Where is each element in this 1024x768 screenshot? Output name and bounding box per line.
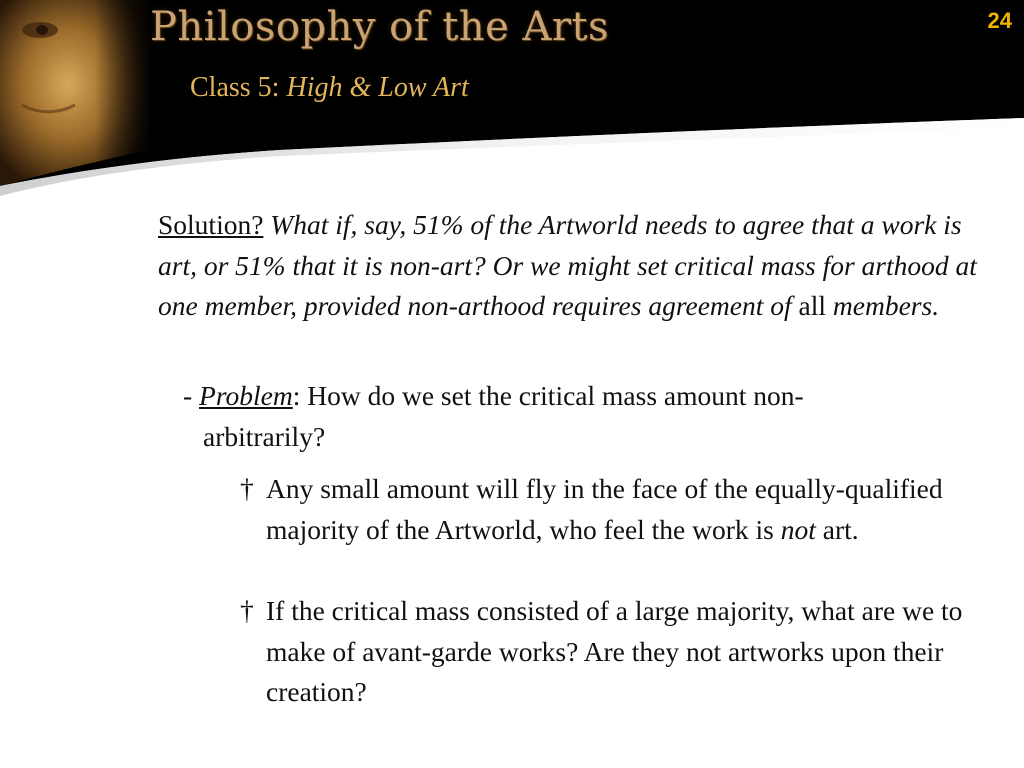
slide-number: 24 bbox=[987, 8, 1012, 33]
solution-text-1: What if, say, 51% of the Artworld needs to agree that a work is art, or 51% that it is non-art? Or we might set critical mass for arthood at one member, provided non-arthood requires agreement of bbox=[158, 209, 977, 321]
solution-text-2: members. bbox=[832, 290, 940, 321]
solution-text-all: all bbox=[798, 290, 827, 321]
dagger-mark: † bbox=[240, 473, 254, 504]
dagger-mark: † bbox=[240, 595, 254, 626]
slide-header bbox=[0, 0, 1024, 200]
problem-label: Problem bbox=[199, 380, 293, 411]
problem-text-line1: : How do we set the critical mass amount non- bbox=[292, 380, 804, 411]
point-item bbox=[240, 591, 1010, 713]
problem-item bbox=[183, 376, 983, 457]
solution-paragraph bbox=[158, 205, 978, 327]
course-title: Philosophy of the Arts bbox=[150, 4, 610, 50]
problem-bullet: - bbox=[183, 380, 193, 411]
point-text-after: art. bbox=[822, 513, 859, 545]
solution-label: Solution? bbox=[158, 209, 264, 240]
class-subtitle bbox=[190, 72, 469, 104]
problem-text-line2: arbitrarily? bbox=[203, 420, 326, 452]
class-topic: High & Low Art bbox=[286, 72, 469, 103]
point-item bbox=[240, 469, 1010, 550]
class-label: Class 5: bbox=[190, 72, 280, 103]
point-text: If the critical mass consisted of a large majority, what are we to make of avant-garde works? Are they not artworks upon their creation? bbox=[266, 595, 963, 707]
point-text bbox=[266, 469, 1010, 550]
point-text-emphasis: not bbox=[780, 513, 816, 545]
point-text-before: Any small amount will fly in the face of the equally-qualified majority of the Artworld, who feel the work is bbox=[266, 473, 943, 545]
